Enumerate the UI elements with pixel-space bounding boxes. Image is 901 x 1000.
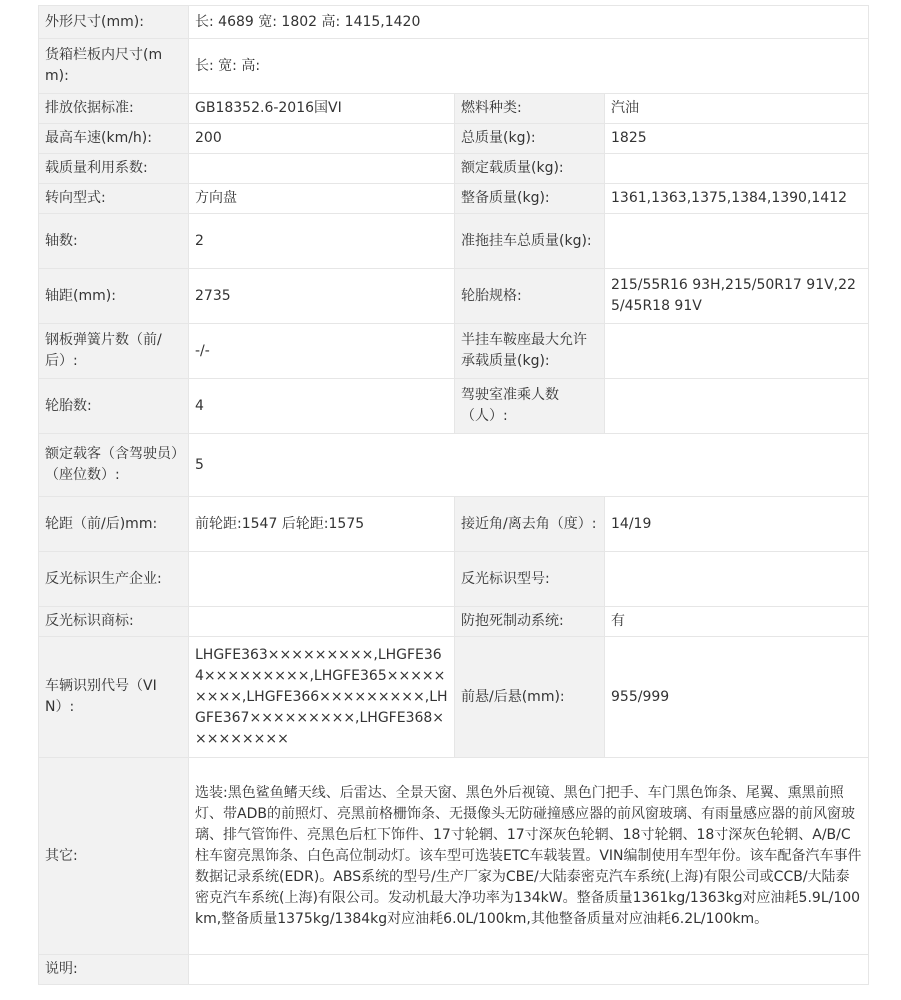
label-trailer-mass: 准拖挂车总质量(kg): xyxy=(455,214,605,269)
value-note xyxy=(189,955,869,985)
label-saddle-load: 半挂车鞍座最大允许承载质量(kg): xyxy=(455,324,605,379)
label-reflect-model: 反光标识型号: xyxy=(455,552,605,607)
value-cargo-size: 长: 宽: 高: xyxy=(189,39,869,94)
row-vin xyxy=(39,637,869,758)
row-springs xyxy=(39,324,869,379)
row-seats xyxy=(39,434,869,497)
value-wheelbase: 2735 xyxy=(189,269,455,324)
value-reflect-maker xyxy=(189,552,455,607)
row-dimensions xyxy=(39,6,869,39)
label-emission-standard: 排放依据标准: xyxy=(39,94,189,124)
label-cargo-size: 货箱栏板内尺寸(mm): xyxy=(39,39,189,94)
value-dimensions: 长: 4689 宽: 1802 高: 1415,1420 xyxy=(189,6,869,39)
label-abs: 防抱死制动系统: xyxy=(455,607,605,637)
label-approach-angle: 接近角/离去角（度）: xyxy=(455,497,605,552)
label-total-mass: 总质量(kg): xyxy=(455,124,605,154)
label-curb-mass: 整备质量(kg): xyxy=(455,184,605,214)
value-other: 选装:黑色鲨鱼鳍天线、后雷达、全景天窗、黑色外后视镜、黑色门把手、车门黑色饰条、尾翼、熏黑前照灯、带ADB的前照灯、亮黑前格栅饰条、无摄像头无防碰撞感应器的前风窗玻璃、有雨量感应器的前风窗玻璃、排气管饰件、亮黑色后杠下饰件、17寸轮辋、17寸深灰色轮辋、18寸轮辋、18寸深灰色轮辋、A/B/C柱车窗亮黑饰条、白色高位制动灯。该车型可选装ETC车载装置。VIN编制使用车型年份。该车配备汽车事件数据记录系统(EDR)。ABS系统的型号/生产厂家为CBE/大陆泰密克汽车系统(上海)有限公司或CCB/大陆泰密克汽车系统(上海)有限公司。发动机最大净功率为134kW。整备质量1361kg/1363kg对应油耗5.9L/100km,整备质量1375kg/1384kg对应油耗6.0L/100km,其他整备质量对应油耗6.2L/100km。 xyxy=(189,758,869,955)
row-other xyxy=(39,758,869,955)
row-load-factor xyxy=(39,154,869,184)
label-max-speed: 最高车速(km/h): xyxy=(39,124,189,154)
label-seats: 额定载客（含驾驶员）（座位数）: xyxy=(39,434,189,497)
value-emission-standard: GB18352.6-2016国VI xyxy=(189,94,455,124)
label-tire-spec: 轮胎规格: xyxy=(455,269,605,324)
value-total-mass: 1825 xyxy=(605,124,869,154)
value-vin: LHGFE363×××××××××,LHGFE364×××××××××,LHGFE365×××××××××,LHGFE366×××××××××,LHGFE367×××××××××,LHGFE368××××××××× xyxy=(189,637,455,758)
row-cargo-size xyxy=(39,39,869,94)
row-reflect-maker xyxy=(39,552,869,607)
value-trailer-mass xyxy=(605,214,869,269)
value-tire-spec: 215/55R16 93H,215/50R17 91V,225/45R18 91V xyxy=(605,269,869,324)
row-note xyxy=(39,955,869,985)
label-note: 说明: xyxy=(39,955,189,985)
value-approach-angle: 14/19 xyxy=(605,497,869,552)
value-axles: 2 xyxy=(189,214,455,269)
row-tires xyxy=(39,379,869,434)
label-load-factor: 载质量利用系数: xyxy=(39,154,189,184)
label-other: 其它: xyxy=(39,758,189,955)
row-steering xyxy=(39,184,869,214)
value-saddle-load xyxy=(605,324,869,379)
label-springs: 钢板弹簧片数（前/后）: xyxy=(39,324,189,379)
label-tire-count: 轮胎数: xyxy=(39,379,189,434)
label-wheelbase: 轴距(mm): xyxy=(39,269,189,324)
label-overhang: 前悬/后悬(mm): xyxy=(455,637,605,758)
label-steering: 转向型式: xyxy=(39,184,189,214)
value-reflect-model xyxy=(605,552,869,607)
value-abs: 有 xyxy=(605,607,869,637)
vehicle-spec-table xyxy=(38,5,869,985)
label-rated-load: 额定载质量(kg): xyxy=(455,154,605,184)
label-axles: 轴数: xyxy=(39,214,189,269)
value-rated-load xyxy=(605,154,869,184)
value-springs: -/- xyxy=(189,324,455,379)
row-reflect-brand xyxy=(39,607,869,637)
value-curb-mass: 1361,1363,1375,1384,1390,1412 xyxy=(605,184,869,214)
value-overhang: 955/999 xyxy=(605,637,869,758)
value-tire-count: 4 xyxy=(189,379,455,434)
row-emission xyxy=(39,94,869,124)
value-track: 前轮距:1547 后轮距:1575 xyxy=(189,497,455,552)
value-reflect-brand xyxy=(189,607,455,637)
label-vin: 车辆识别代号（VIN）: xyxy=(39,637,189,758)
value-load-factor xyxy=(189,154,455,184)
label-dimensions: 外形尺寸(mm): xyxy=(39,6,189,39)
label-reflect-brand: 反光标识商标: xyxy=(39,607,189,637)
value-cab-occupants xyxy=(605,379,869,434)
label-fuel-type: 燃料种类: xyxy=(455,94,605,124)
label-track: 轮距（前/后)mm: xyxy=(39,497,189,552)
value-fuel-type: 汽油 xyxy=(605,94,869,124)
label-cab-occupants: 驾驶室准乘人数（人）: xyxy=(455,379,605,434)
row-speed xyxy=(39,124,869,154)
value-seats: 5 xyxy=(189,434,869,497)
value-max-speed: 200 xyxy=(189,124,455,154)
row-track xyxy=(39,497,869,552)
row-axles xyxy=(39,214,869,269)
row-wheelbase xyxy=(39,269,869,324)
label-reflect-maker: 反光标识生产企业: xyxy=(39,552,189,607)
value-steering: 方向盘 xyxy=(189,184,455,214)
